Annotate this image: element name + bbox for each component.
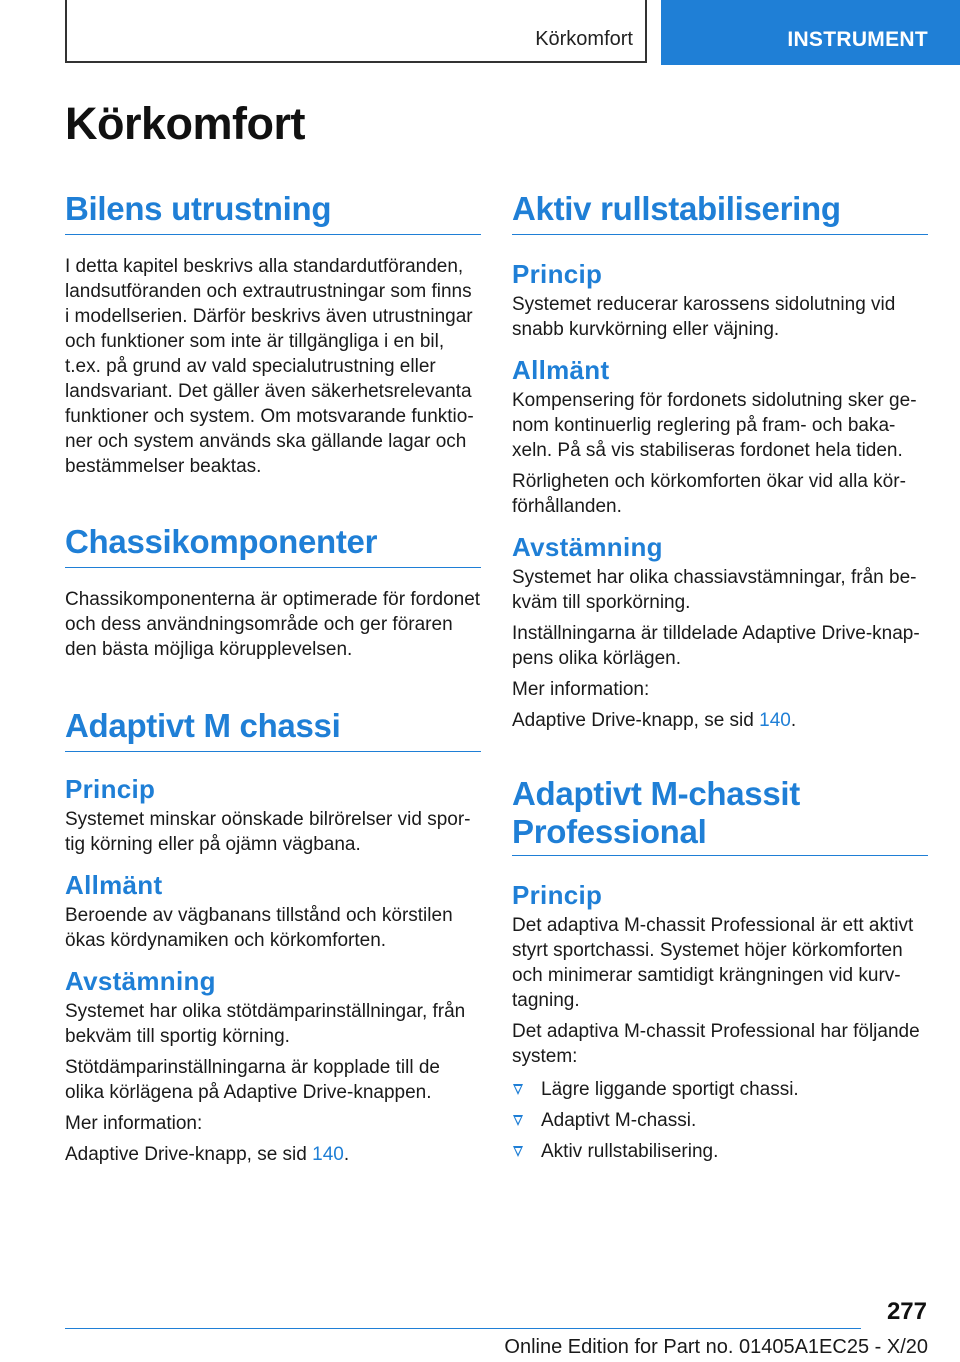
list-item [512, 1139, 928, 1164]
reference-text: Adaptive Drive-knapp, se sid [512, 710, 760, 731]
heading-aktiv-rullstabilisering: Aktiv rullstabilisering [512, 188, 928, 235]
reference-text: Adaptive Drive-knapp, se sid [65, 1144, 313, 1165]
header-chapter-tab[interactable] [661, 0, 960, 65]
paragraph-princip: Systemet reducerar karossens sidolutning vid snabb kurvkörning eller väjning. [512, 294, 896, 340]
heading-chassikomponenter: Chassikomponenter [65, 521, 481, 568]
triangle-bullet-icon [513, 1115, 523, 1126]
subheading-princip: Princip [65, 774, 156, 804]
heading-bilens-utrustning: Bilens utrustning [65, 188, 481, 235]
list-item [512, 1108, 928, 1133]
system-list [512, 1077, 928, 1164]
list-item-text: Lägre liggande sportigt chassi. [541, 1079, 799, 1100]
paragraph-avstamning-1: Systemet har olika chassiavstämningar, från bekväm till sporkörning. [512, 567, 917, 613]
heading-adaptivt-m-chassit-professional: Adaptivt M-chassit Professional [512, 775, 800, 850]
paragraph-avstamning-1: Systemet har olika stötdämparinställningar, från bekväm till sportig körning. [65, 1001, 466, 1047]
page-number: 277 [886, 1298, 927, 1325]
footer-edition: Online Edition for Part no. 01405A1EC25 - X/20 [504, 1336, 928, 1358]
footer-rule [65, 1328, 861, 1329]
paragraph-avstamning-2: Stötdämparinställningarna är kopplade till de olika körlägena på Adaptive Drive-knappen. [65, 1057, 440, 1103]
subheading-allmant: Allmänt [512, 355, 610, 385]
subheading-avstamning: Avstämning [512, 532, 663, 562]
reference-end: . [790, 710, 797, 731]
paragraph-chassikomponenter: Chassikomponenterna är optimerade för fordonet och dess användningsområde och ger föraren den bästa möjliga körupplevelsen. [65, 589, 481, 660]
left-column [65, 188, 481, 1167]
list-item-text: Aktiv rullstabilisering. [541, 1141, 719, 1162]
subheading-allmant: Allmänt [65, 870, 163, 900]
subheading-princip: Princip [512, 880, 603, 910]
heading-adaptivt-m-chassi: Adaptivt M chassi [65, 705, 481, 752]
paragraph-allmant-2: Rörligheten och körkomforten ökar vid alla körförhållanden. [512, 471, 906, 517]
triangle-bullet-icon [513, 1146, 523, 1157]
header-section-box [65, 0, 647, 63]
reference-end: . [343, 1144, 350, 1165]
page-link-140[interactable]: 140 [312, 1144, 344, 1165]
paragraph-allmant: Beroende av vägbanans tillstånd och körstilen ökas kördynamiken och körkomforten. [65, 905, 453, 951]
header-chapter-label: INSTRUMENT [787, 28, 928, 51]
paragraph-princip: Systemet minskar oönskade bilrörelser vid sportig körning eller på ojämn vägbana. [65, 809, 471, 855]
list-item [512, 1077, 928, 1102]
paragraph-reference [65, 1142, 481, 1167]
header-section-label: Körkomfort [535, 28, 633, 50]
paragraph-avstamning-2: Inställningarna är tilldelade Adaptive Drive-knappens olika körlägen. [512, 623, 920, 669]
paragraph-princip-2: Det adaptiva M-chassit Professional har följande system: [512, 1021, 920, 1067]
subheading-avstamning: Avstämning [65, 966, 216, 996]
paragraph-bilens-utrustning: I detta kapitel beskrivs alla standardutföranden, landsutföranden och extrautrustningar som finns i modellserien. Därför beskrivs även utrustningar och funktioner som inte är tillgängliga i en bil, t.ex. på grund av vald specialutrustning eller landsvariant. Det gäller även säkerhetsrelevanta funktioner och system. Om motsvarande funktioner och system används ska gällande lagar och bestämmelser beaktas. [65, 256, 474, 477]
list-item-text: Adaptivt M-chassi. [541, 1110, 697, 1131]
paragraph-mer-information: Mer information: [512, 679, 650, 700]
right-column [512, 188, 928, 1170]
paragraph-reference [512, 708, 928, 733]
page-title: Körkomfort [65, 98, 305, 149]
paragraph-allmant-1: Kompensering för fordonets sidolutning sker genom kontinuerlig reglering på fram- och bakaxeln. På så vis stabiliseras fordonet hela tiden. [512, 390, 917, 461]
subheading-princip: Princip [512, 259, 603, 289]
heading-underline [512, 855, 928, 856]
triangle-bullet-icon [513, 1084, 523, 1095]
paragraph-princip-1: Det adaptiva M-chassit Professional är ett aktivt styrt sportchassi. Systemet höjer körkomforten och minimerar samtidigt krängningen vid kurvtagning. [512, 915, 914, 1011]
paragraph-mer-information: Mer information: [65, 1113, 203, 1134]
page-link-140[interactable]: 140 [759, 710, 791, 731]
